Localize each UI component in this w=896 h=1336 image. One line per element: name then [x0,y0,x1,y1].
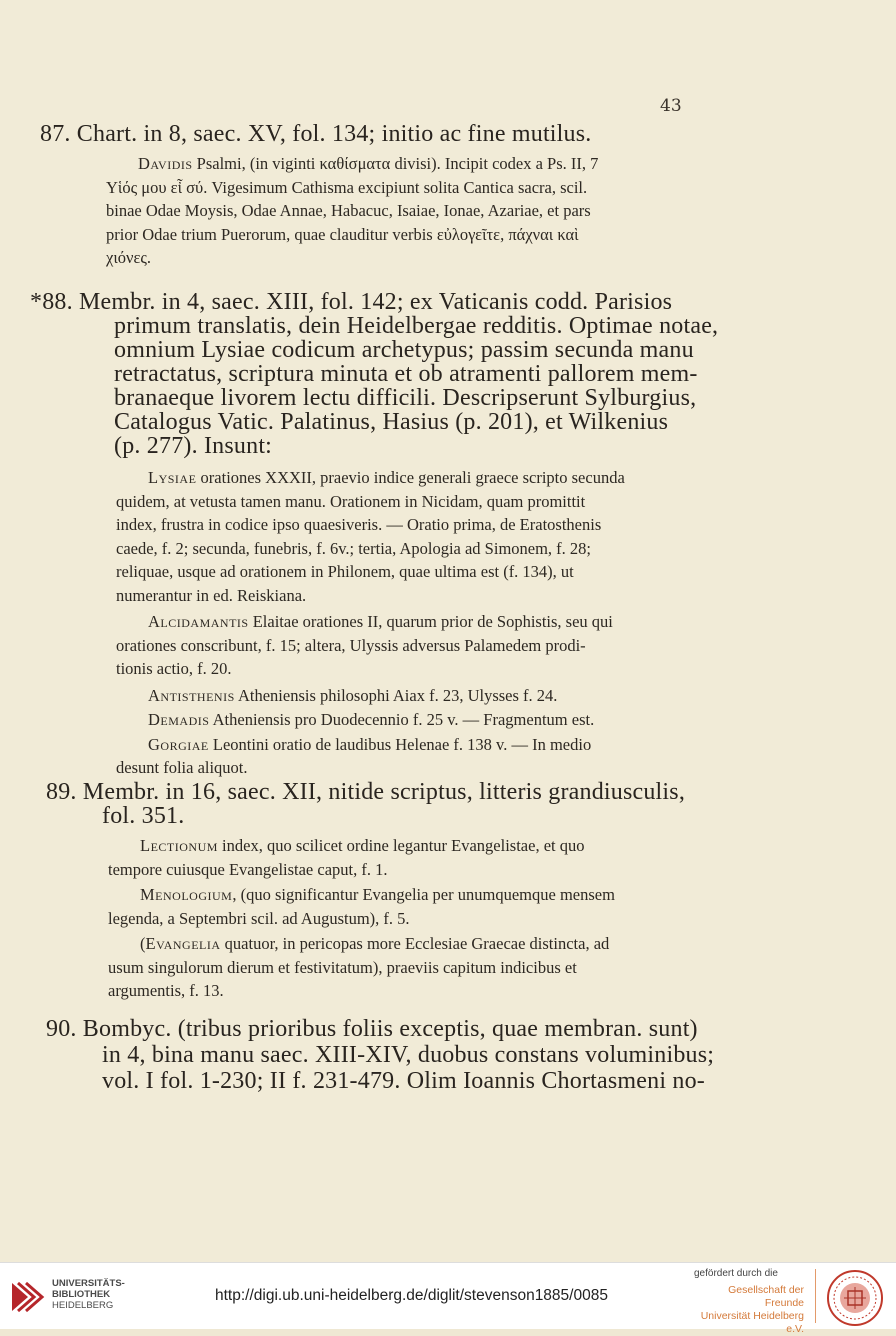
paragraph [108,883,748,930]
paragraph [108,932,748,1003]
text: quatuor, in pericopas more Ecclesiae Graecae distincta, ad [220,934,610,953]
heading-line: 89. Membr. in 16, saec. XII, nitide scriptus, litteris grandiusculis, [46,779,686,805]
text: Atheniensis pro Duodecennio f. 25 v. — Fragmentum est. [209,710,595,729]
text-line: argumentis, f. 13. [108,981,224,1000]
text-line [106,152,766,176]
paragraph [108,834,748,881]
catalog-entry-90 [46,1016,736,1094]
entry-heading [30,290,720,458]
text-line: usum singulorum dierum et festivitatum), praeviis capitum indicibus et [108,957,577,977]
catalog-entry-87 [40,122,730,270]
text-line: numerantur in ed. Reiskiana. [116,585,307,605]
text: Psalmi, (in viginti καθίσματα divisi). Incipit codex a Ps. II, 7 [192,154,599,173]
text-line: caede, f. 2; secunda, funebris, f. 6v.; tertia, Apologia ad Simonem, f. 28; [116,538,592,558]
entry-body [46,834,748,1003]
text-line [116,466,756,490]
text-line: legenda, a Septembri scil. ad Augustum), f. 5. [108,908,410,928]
text-line [108,932,748,956]
text: Atheniensis philosophi Aiax f. 23, Ulysses f. 24. [234,685,558,705]
heading-line: *88. Membr. in 4, saec. XIII, fol. 142; ex Vaticanis codd. Parisios [30,289,673,315]
author-name: Demadis [148,710,210,729]
heading-line: in 4, bina manu saec. XIII-XIV, duobus constans voluminibus; [102,1042,715,1068]
text-line: χιόνες. [106,248,152,267]
text-line: quidem, at vetusta tamen manu. Orationem in Nicidam, quam promittit [116,491,586,511]
paragraph [116,466,756,607]
society-line: Gesellschaft der Freunde [728,1284,804,1309]
paragraph [106,152,766,270]
text-line: tempore cuiusque Evangelistae caput, f. 1. [108,859,388,879]
text: index, quo scilicet ordine legantur Evangelistae, et quo [217,836,585,855]
author-name: Lysiae [148,468,197,487]
heading-line: Catalogus Vatic. Palatinus, Hasius (p. 201), et Wilkenius [114,409,669,435]
heading-line: branaeque livorem lectu difficili. Descripserunt Sylburgius, [114,385,697,411]
text-line [116,733,756,757]
text-line [116,610,756,634]
text: ( [140,934,146,953]
text-line: tionis actio, f. 20. [116,659,232,678]
text: orationes XXXII, praevio indice generali graece scripto secunda [196,468,625,487]
catalog-entry-88 [30,290,720,780]
author-name: Alcidamantis [148,612,249,631]
paragraph [116,610,756,681]
author-name: Evangelia [145,934,221,953]
heading-line: (p. 277). Insunt: [114,433,273,459]
entry-heading [40,122,730,146]
author-name: Davidis [138,154,193,173]
entry-body [30,466,756,780]
library-logo-icon [8,1275,48,1319]
entry-heading [46,780,736,828]
text-line [116,684,756,708]
permalink-url[interactable]: http://digi.ub.uni-heidelberg.de/diglit/stevenson1885/0085 [215,1287,608,1304]
library-line: HEIDELBERG [52,1300,114,1311]
funded-by-label: gefördert durch die [694,1268,778,1279]
entry-body [40,152,766,270]
text-line: orationes conscribunt, f. 15; altera, Ulyssis adversus Palamedem prodi- [116,635,586,655]
text-line: index, frustra in codice ipso quaesiveris. — Oratio prima, de Eratosthenis [116,515,602,534]
society-line: Universität Heidelberg e.V. [700,1310,804,1335]
text-line: binae Odae Moysis, Odae Annae, Habacuc, Isaiae, Ionae, Azariae, et pars [106,201,591,220]
heading-line: 87. Chart. in 8, saec. XV, fol. 134; initio ac fine mutilus. [40,121,592,147]
author-name: Gorgiae [148,734,209,754]
heading-line: primum translatis, dein Heidelbergae redditis. Optimae notae, [114,313,719,339]
text-line: Υἱός μου εἶ σύ. Vigesimum Cathisma excipiunt solita Cantica sacra, scil. [106,177,588,197]
university-seal-icon [826,1269,884,1327]
text-line: reliquae, usque ad orationem in Philonem, quae ultima est (f. 134), ut [116,562,574,581]
text-line [108,834,748,858]
divider [815,1269,816,1323]
text: Elaitae orationes II, quarum prior de Sophistis, seu qui [248,612,613,631]
author-name: Menologium [140,885,233,904]
society-name [696,1284,804,1336]
library-line: UNIVERSITÄTS- [52,1278,125,1289]
paragraph [116,708,756,732]
heading-line: fol. 351. [102,803,185,829]
catalog-entry-89 [46,780,736,1003]
text: , (quo significantur Evangelia per unumquemque mensem [232,885,615,904]
paragraph [116,684,756,708]
text-line [116,708,756,732]
heading-line: vol. I fol. 1-230; II f. 231-479. Olim Ioannis Chortasmeni no- [102,1068,705,1094]
heading-line: omnium Lysiae codicum archetypus; passim secunda manu [114,337,694,363]
author-name: Antisthenis [148,685,235,705]
text-line [108,883,748,907]
page-number: 43 [660,96,682,116]
text: Leontini oratio de laudibus Helenae f. 138 v. — In medio [208,734,592,754]
author-name: Lectionum [140,836,218,855]
library-line: BIBLIOTHEK [52,1289,111,1300]
text-line: prior Odae trium Puerorum, quae clauditur verbis εὐλογεῖτε, πάχναι καὶ [106,224,579,244]
heading-line: retractatus, scriptura minuta et ob atramenti pallorem mem- [114,361,698,387]
library-name [52,1278,125,1311]
entry-heading [46,1016,736,1094]
footer-bar [0,1262,896,1335]
text-line: desunt folia aliquot. [116,758,248,777]
heading-line: 90. Bombyc. (tribus prioribus foliis exceptis, quae membran. sunt) [46,1016,698,1042]
paragraph [116,733,756,780]
